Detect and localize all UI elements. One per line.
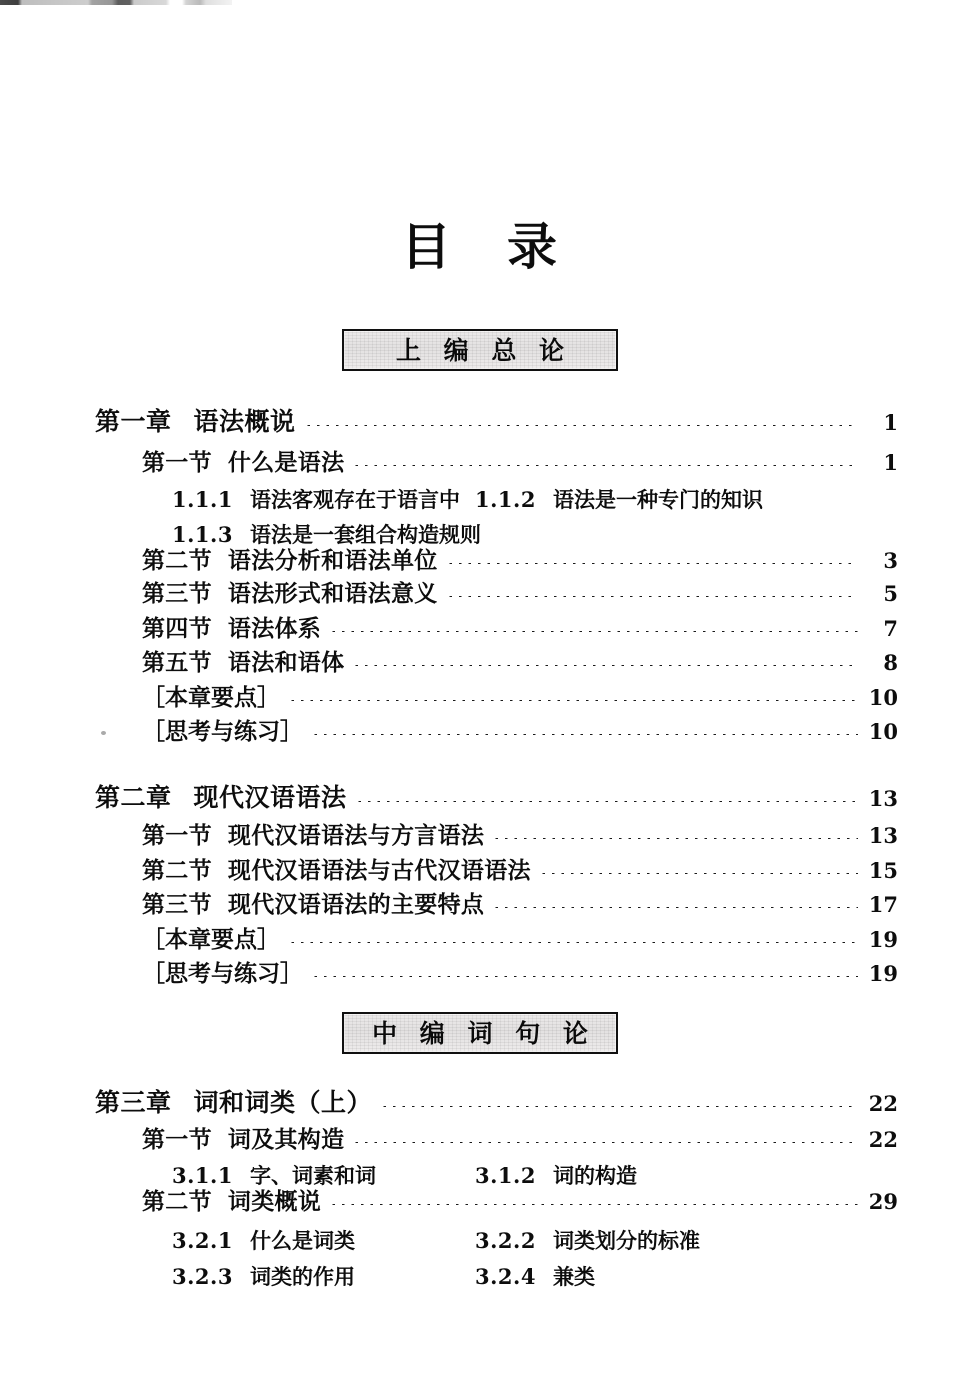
toc-entry-ch1-exercises-page: 10 [868,719,898,744]
toc-entry-ch2-s2[interactable] [142,860,898,894]
scan-artifact-top-edge [0,0,232,5]
toc-entry-ch1-s1-number: 第一节 [142,450,212,476]
toc-entry-ch2-page: 13 [868,786,898,811]
toc-subitem-1-1-2-number: 1.1.2 [475,487,536,512]
toc-entry-ch1-text: 语法概说 [193,407,296,436]
toc-entry-ch3-s1-text: 词及其构造 [227,1127,345,1153]
toc-entry-ch1-s5-text: 语法和语体 [227,650,345,676]
toc-subitem-row-4 [172,1225,898,1259]
toc-subitem-3-2-3-text: 词类的作用 [249,1265,355,1289]
toc-subitem-1-1-1-text: 语法客观存在于语言中 [249,488,460,512]
toc-entry-ch1-s3-page: 5 [883,581,898,606]
toc-entry-ch2-s3-leader [492,907,858,908]
toc-entry-ch1-s4-number: 第四节 [142,616,212,642]
toc-entry-ch3-s2-label [142,1191,321,1214]
toc-entry-ch2-key-points[interactable] [142,929,898,963]
toc-entry-ch1-s3-label [142,583,438,606]
toc-entry-ch3[interactable] [95,1090,898,1124]
toc-entry-ch2-s2-page: 15 [868,858,898,883]
toc-subitem-3-2-3[interactable] [172,1261,355,1291]
toc-entry-ch2-number: 第二章 [95,783,172,812]
toc-entry-ch1-s4-label [142,618,321,641]
toc-entry-ch3-label [95,1090,372,1115]
part-banner-shang-label: 上 编 总 论 [395,335,572,365]
toc-subitem-3-2-4-number: 3.2.4 [475,1264,536,1289]
toc-entry-ch3-s2-leader [329,1204,858,1205]
toc-subitem-3-1-2-text: 词的构造 [552,1164,637,1188]
toc-entry-ch3-s1-number: 第一节 [142,1127,212,1153]
toc-subitem-3-2-2-number: 3.2.2 [475,1228,536,1253]
toc-entry-ch2-key-points-leader [288,942,858,943]
toc-subitem-1-1-2[interactable] [475,484,763,514]
toc-entry-ch1-s5-page: 8 [883,650,898,675]
toc-entry-ch2-s1-leader [492,838,858,839]
toc-subitem-1-1-3-number: 1.1.3 [172,522,233,547]
toc-entry-ch1[interactable] [95,409,898,443]
toc-entry-ch3-text: 词和词类（上） [193,1088,373,1117]
toc-subitem-3-1-2[interactable] [475,1160,637,1190]
toc-entry-ch1-key-points[interactable] [142,687,898,721]
toc-entry-ch3-s1-label [142,1129,344,1152]
toc-entry-ch1-s5-label [142,652,344,675]
toc-entry-ch2-s1-text: 现代汉语语法与方言语法 [227,823,485,849]
toc-subitem-row-5 [172,1261,898,1295]
toc-entry-ch1-s3-leader [446,596,858,597]
toc-entry-ch2-s2-number: 第二节 [142,858,212,884]
toc-entry-ch3-s2-number: 第二节 [142,1189,212,1215]
page-title-left: 目 [401,218,453,276]
toc-subitem-3-1-2-number: 3.1.2 [475,1163,536,1188]
toc-entry-ch1-s1-leader [352,465,858,466]
toc-entry-ch1-exercises[interactable] [142,721,898,755]
toc-subitem-row-1 [172,484,898,518]
toc-entry-ch1-s1-page: 1 [883,450,898,475]
toc-subitem-1-1-1-number: 1.1.1 [172,487,233,512]
toc-subitem-1-1-3[interactable] [172,519,481,549]
toc-entry-ch2-s2-text: 现代汉语语法与古代汉语语法 [227,858,531,884]
toc-entry-ch2-s2-label [142,860,531,883]
toc-entry-ch1-s2-leader [446,563,858,564]
toc-entry-ch2-s2-leader [539,873,858,874]
toc-entry-ch1-s2-text: 语法分析和语法单位 [227,548,438,574]
toc-entry-ch2-key-points-label: ［本章要点］ [142,927,280,953]
toc-subitem-3-2-2-text: 词类划分的标准 [552,1229,700,1253]
part-banner-zhong-label: 中 编 词 句 论 [372,1018,595,1048]
toc-entry-ch3-s1-leader [352,1142,858,1143]
toc-subitem-3-2-1-number: 3.2.1 [172,1228,233,1253]
toc-entry-ch1-s4-page: 7 [883,616,898,641]
toc-entry-ch1-s2[interactable] [142,550,898,584]
toc-entry-ch1-s4-leader [329,631,858,632]
toc-entry-ch3-leader [380,1106,858,1107]
toc-entry-ch1-key-points-label: ［本章要点］ [142,685,280,711]
toc-subitem-3-2-3-number: 3.2.3 [172,1264,233,1289]
toc-entry-ch1-label [95,409,296,434]
toc-entry-ch1-exercises-leader [311,734,858,735]
toc-entry-ch2-leader [355,801,858,802]
toc-subitem-3-1-1-text: 字、词素和词 [249,1164,376,1188]
part-banner-zhong [342,1012,618,1054]
toc-entry-ch1-s1-label [142,452,344,475]
toc-entry-ch1-key-points-leader [288,700,858,701]
page-title [0,218,960,276]
toc-entry-ch2-key-points-page: 19 [868,927,898,952]
toc-subitem-1-1-1[interactable] [172,484,460,514]
toc-entry-ch3-number: 第三章 [95,1088,172,1117]
toc-entry-ch2-s1-page: 13 [868,823,898,848]
toc-entry-ch3-s1-page: 22 [868,1127,898,1152]
toc-subitem-3-2-1[interactable] [172,1225,355,1255]
toc-entry-ch2-s3-text: 现代汉语语法的主要特点 [227,892,485,918]
toc-subitem-3-2-4-text: 兼类 [552,1265,595,1289]
toc-subitem-3-2-1-text: 什么是词类 [249,1229,355,1253]
toc-entry-ch1-page: 1 [883,410,898,435]
toc-entry-ch2-s3-number: 第三节 [142,892,212,918]
scan-artifact-speck [101,731,106,735]
toc-subitem-3-2-4[interactable] [475,1261,595,1291]
toc-entry-ch2-exercises[interactable] [142,963,898,997]
toc-entry-ch1-s2-number: 第二节 [142,548,212,574]
toc-subitem-3-1-1-number: 3.1.1 [172,1163,233,1188]
toc-entry-ch2-exercises-leader [311,976,858,977]
toc-subitem-3-1-1[interactable] [172,1160,376,1190]
toc-entry-ch1-s5[interactable] [142,652,898,686]
toc-entry-ch2-exercises-label: ［思考与练习］ [142,961,303,987]
toc-entry-ch1-exercises-label: ［思考与练习］ [142,719,303,745]
toc-entry-ch1-leader [304,425,858,426]
toc-entry-ch1-key-points-page: 10 [868,685,898,710]
toc-entry-ch1-s2-page: 3 [883,548,898,573]
toc-entry-ch1-s3-text: 语法形式和语法意义 [227,581,438,607]
toc-entry-ch2-text: 现代汉语语法 [193,783,347,812]
page-title-right: 录 [507,218,559,276]
toc-entry-ch2-s3-label [142,894,484,917]
toc-entry-ch2-s1-label [142,825,484,848]
toc-entry-ch3-s2-text: 词类概说 [227,1189,322,1215]
toc-entry-ch1-s2-label [142,550,438,573]
toc-entry-ch3-s2[interactable] [142,1191,898,1225]
toc-entry-ch3-s2-page: 29 [868,1189,898,1214]
toc-subitem-1-1-2-text: 语法是一种专门的知识 [552,488,763,512]
toc-entry-ch1-s3-number: 第三节 [142,581,212,607]
toc-entry-ch1-s5-number: 第五节 [142,650,212,676]
part-banner-shang [342,329,618,371]
toc-subitem-3-2-2[interactable] [475,1225,700,1255]
toc-entry-ch1-s1[interactable] [142,452,898,486]
toc-entry-ch1-s5-leader [352,665,858,666]
toc-entry-ch3-s1[interactable] [142,1129,898,1163]
toc-entry-ch1-s3[interactable] [142,583,898,617]
toc-entry-ch2-label [95,785,347,810]
toc-entry-ch2-s1[interactable] [142,825,898,859]
toc-entry-ch2-exercises-page: 19 [868,961,898,986]
toc-entry-ch2[interactable] [95,785,898,819]
toc-entry-ch2-s1-number: 第一节 [142,823,212,849]
toc-entry-ch1-number: 第一章 [95,407,172,436]
toc-entry-ch1-s1-text: 什么是语法 [227,450,345,476]
toc-entry-ch3-page: 22 [868,1091,898,1116]
toc-entry-ch2-s3[interactable] [142,894,898,928]
toc-subitem-1-1-3-text: 语法是一套组合构造规则 [249,523,481,547]
toc-entry-ch1-s4[interactable] [142,618,898,652]
toc-entry-ch1-s4-text: 语法体系 [227,616,322,642]
toc-entry-ch2-s3-page: 17 [868,892,898,917]
